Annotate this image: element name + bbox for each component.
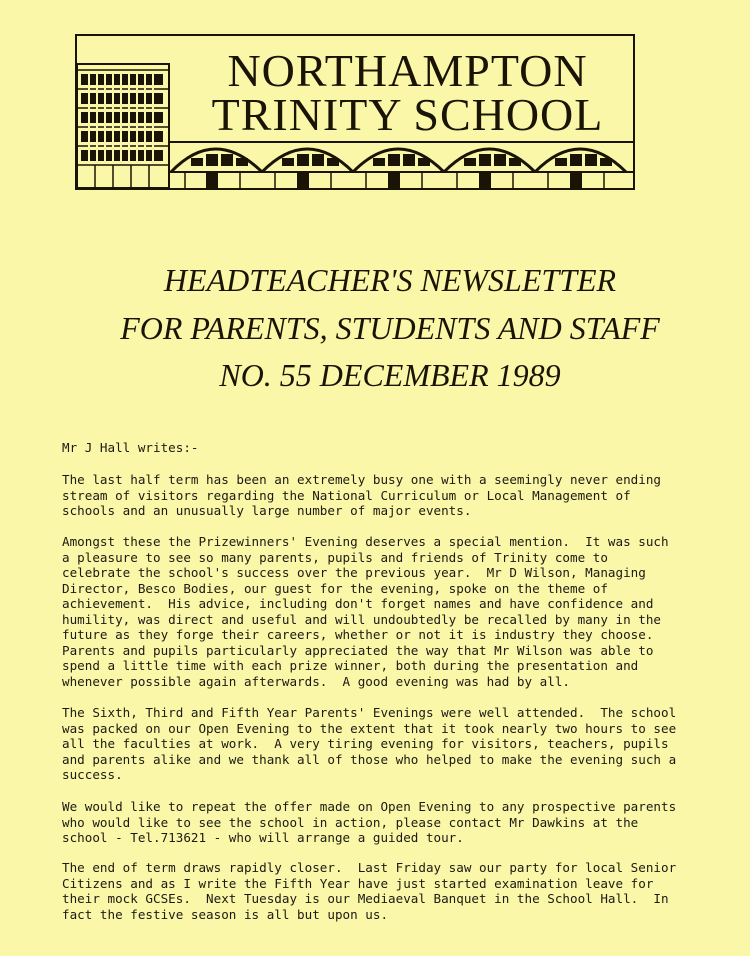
newsletter-issue: NO. 55 DECEMBER 1989 (219, 357, 561, 393)
paragraph-end-of-term: The end of term draws rapidly closer. Last Friday saw our party for local Senior Citizens and as I write the Fifth Year have just started examination leave for their mock GCSEs. Next Tuesday is our Mediaeval Banquet in the School Hall. In fact the festive season is all but upon us. (62, 860, 677, 922)
paragraph-prizewinners-evening: Amongst these the Prizewinners' Evening deserves a special mention. It was such a pleasure to see so many parents, pupils and friends of Trinity come to celebrate the school's success over the previous year. Mr D Wilson, Managing Director, Besco Bodies, our guest for the evening, spoke on the theme of achievement. His advice, including don't forget names and have confidence and humility, was direct and useful and will undoubtedly be recalled by many in the future as they forge their careers, whether or not it is industry they choose. Parents and pupils particularly appreciated the way that Mr Wilson was able to spend a little time with each prize winner, both during the presentation and whenever possible again afterwards. A good evening was had by all. (62, 534, 669, 689)
paragraph-busy-term: The last half term has been an extremely busy one with a seemingly never ending stream of visitors regarding the National Curriculum or Local Management of schools and an unusually large number of major events. (62, 472, 661, 518)
paragraph-parents-evenings: The Sixth, Third and Fifth Year Parents' Evenings were well attended. The school was packed on our Open Evening to the extent that it took nearly two hours to see all the faculties at work. A very tiring evening for visitors, teachers, pupils and parents alike and we thank all of those who helped to make the evening such a success. (62, 705, 677, 782)
school-name-line1: NORTHAMPTON (227, 45, 588, 96)
newsletter-title: HEADTEACHER'S NEWSLETTER (163, 262, 617, 298)
paragraph-guided-tour: We would like to repeat the offer made on Open Evening to any prospective parents who would like to see the school in action, please contact Mr Dawkins at the school - Tel.713621 - who will arrange a guided tour. (62, 799, 677, 845)
newsletter-audience: FOR PARENTS, STUDENTS AND STAFF (120, 310, 660, 346)
school-name-line2: TRINITY SCHOOL (211, 89, 604, 140)
school-logo (75, 34, 637, 192)
author-byline: Mr J Hall writes:- (62, 440, 199, 455)
